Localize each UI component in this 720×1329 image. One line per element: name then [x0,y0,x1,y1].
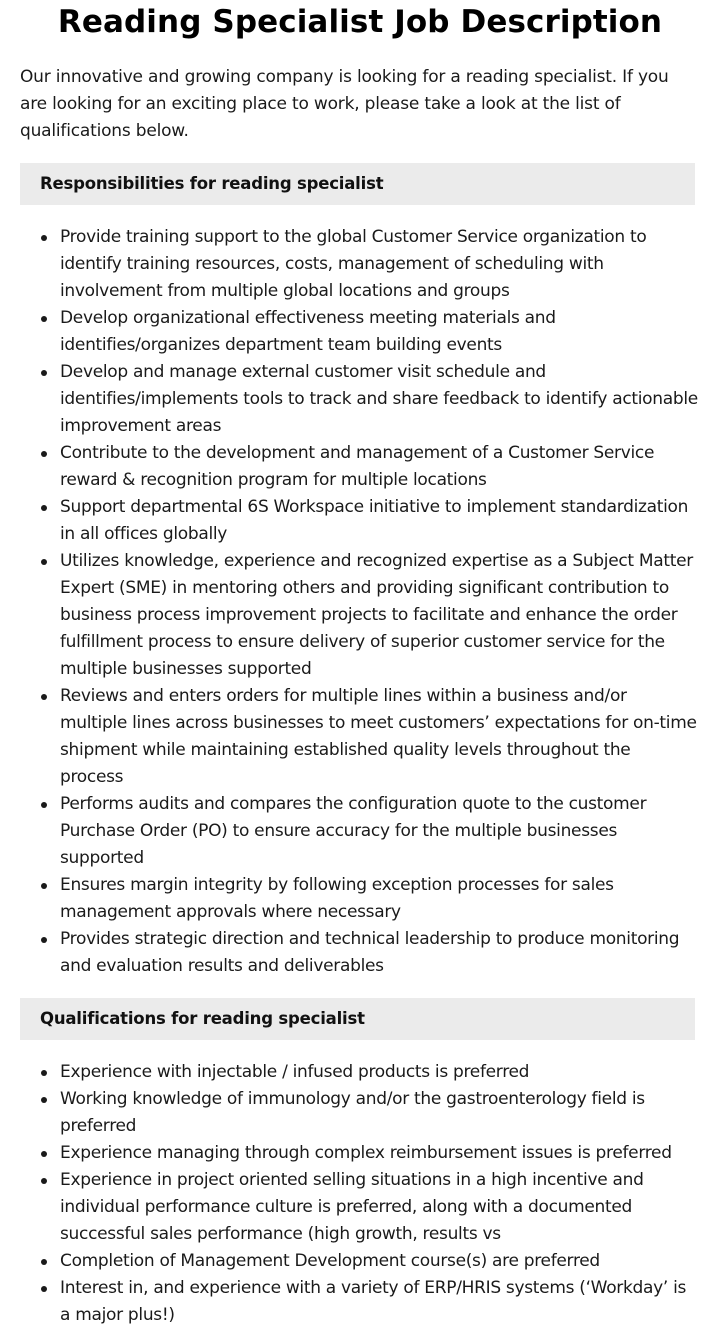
list-item-text: Ensures margin integrity by following exception processes for sales management approvals where necessary [60,875,614,922]
list-item [60,1140,698,1167]
list-item-text: Experience managing through complex reimbursement issues is preferred [60,1143,672,1163]
list-item [60,548,698,683]
responsibilities-list [20,224,698,980]
list-item [60,1086,698,1140]
bullet-icon [41,937,47,943]
bullet-icon [41,316,47,322]
list-item-text: Experience in project oriented selling situations in a high incentive and individual performance culture is preferred, along with a documented successful sales performance (high growth, results vs [60,1170,644,1244]
list-item-text: Utilizes knowledge, experience and recognized expertise as a Subject Matter Expert (SME) in mentoring others and providing significant contribution to business process improvement projects to facilitate and enhance the order fulfillment process to ensure delivery of superior customer service for the multiple businesses supported [60,551,693,679]
bullet-icon [41,883,47,889]
qualifications-list [20,1059,698,1329]
bullet-icon [41,451,47,457]
bullet-icon [41,559,47,565]
list-item-text: Develop organizational effectiveness meeting materials and identifies/organizes department team building events [60,308,556,355]
list-item-text: Working knowledge of immunology and/or the gastroenterology field is preferred [60,1089,645,1136]
bullet-icon [41,1259,47,1265]
list-item [60,440,698,494]
bullet-icon [41,370,47,376]
list-item [60,683,698,791]
list-item [60,1059,698,1086]
list-item-text: Interest in, and experience with a variety of ERP/HRIS systems (‘Workday’ is a major plus!) [60,1278,687,1325]
bullet-icon [41,235,47,241]
list-item [60,359,698,440]
list-item-text: Performs audits and compares the configuration quote to the customer Purchase Order (PO) to ensure accuracy for the multiple businesses supported [60,794,647,868]
list-item-text: Contribute to the development and management of a Customer Service reward & recognition program for multiple locations [60,443,655,490]
list-item [60,872,698,926]
responsibilities-heading: Responsibilities for reading specialist [20,163,695,205]
list-item [60,1275,698,1329]
list-item [60,926,698,980]
bullet-icon [41,1097,47,1103]
list-item [60,1248,698,1275]
bullet-icon [41,802,47,808]
intro-paragraph: Our innovative and growing company is looking for a reading specialist. If you are looking for an exciting place to work, please take a look at the list of qualifications below. [20,67,669,141]
list-item [60,791,698,872]
list-item [60,1167,698,1248]
list-item-text: Develop and manage external customer visit schedule and identifies/implements tools to track and share feedback to identify actionable improvement areas [60,362,698,436]
list-item-text: Provide training support to the global Customer Service organization to identify training resources, costs, management of scheduling with involvement from multiple global locations and groups [60,227,647,301]
bullet-icon [41,1151,47,1157]
list-item-text: Support departmental 6S Workspace initiative to implement standardization in all offices globally [60,497,689,544]
bullet-icon [41,1070,47,1076]
qualifications-heading: Qualifications for reading specialist [20,998,695,1040]
list-item [60,305,698,359]
bullet-icon [41,694,47,700]
list-item-text: Reviews and enters orders for multiple lines within a business and/or multiple lines across businesses to meet customers’ expectations for on-time shipment while maintaining established quality levels throughout the process [60,686,697,787]
list-item-text: Completion of Management Development course(s) are preferred [60,1251,600,1271]
bullet-icon [41,1178,47,1184]
list-item-text: Experience with injectable / infused products is preferred [60,1062,530,1082]
bullet-icon [41,1286,47,1292]
list-item-text: Provides strategic direction and technical leadership to produce monitoring and evaluation results and deliverables [60,929,680,976]
bullet-icon [41,505,47,511]
list-item [60,224,698,305]
list-item [60,494,698,548]
page-title: Reading Specialist Job Description [57,4,663,40]
